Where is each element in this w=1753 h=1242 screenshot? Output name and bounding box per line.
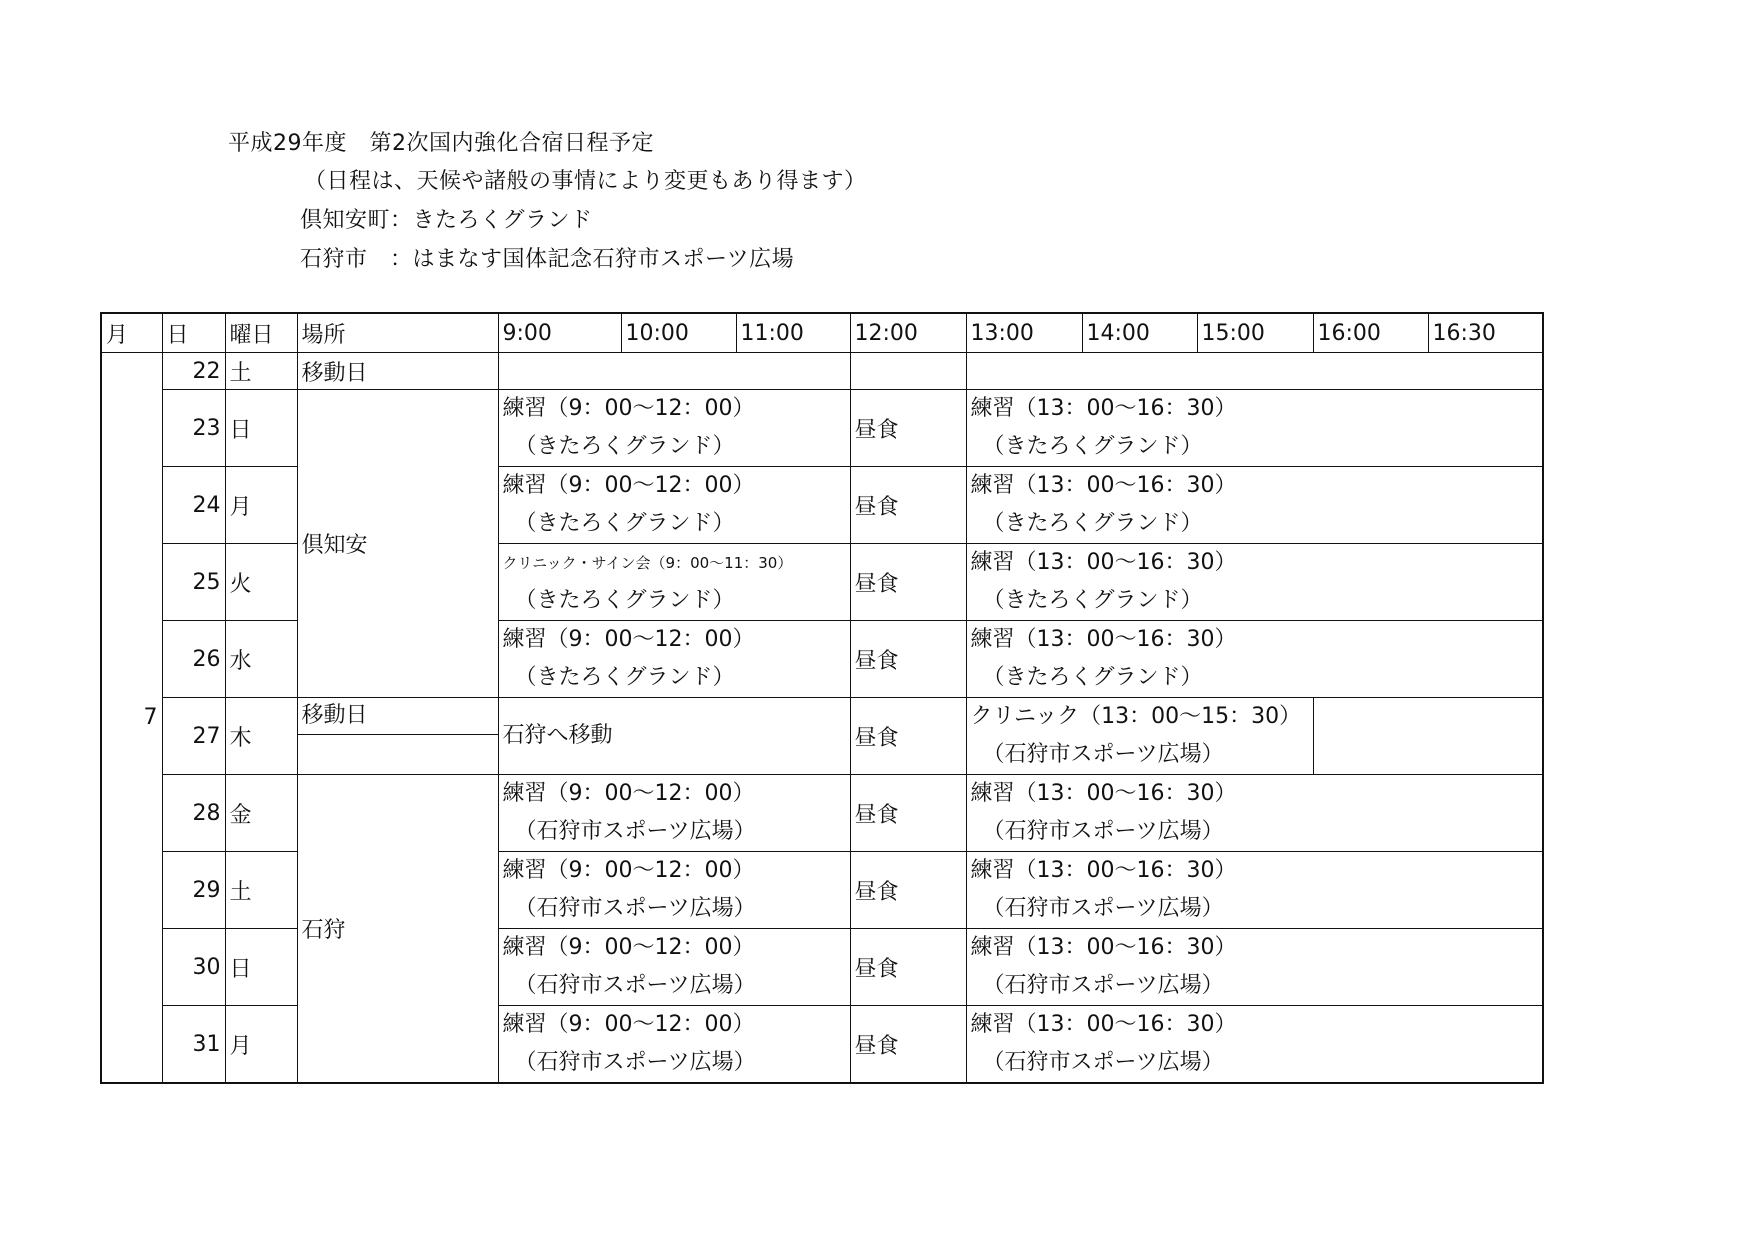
- morning-location: （石狩市スポーツ広場）: [514, 973, 756, 998]
- afternoon-activity: 練習（13：00～16：30）: [970, 627, 1237, 652]
- afternoon-cell: [966, 929, 1543, 1006]
- col-header: 12:00: [850, 313, 966, 353]
- col-header: 曜日: [225, 313, 297, 353]
- afternoon-activity: 練習（13：00～16：30）: [970, 781, 1237, 806]
- morning-location: （きたろくグランド）: [514, 434, 735, 459]
- noon-cell: 昼食: [850, 621, 966, 698]
- table-row: [101, 698, 1543, 775]
- afternoon-cell: [966, 467, 1543, 544]
- day-cell: 31: [162, 1006, 225, 1084]
- col-header: 11:00: [736, 313, 850, 353]
- afternoon-cell: [966, 353, 1543, 390]
- day-cell: 27: [162, 698, 225, 775]
- col-header: 15:00: [1197, 313, 1313, 353]
- place-cell: [297, 698, 498, 775]
- morning-cell: [498, 698, 850, 775]
- col-header: 14:00: [1082, 313, 1197, 353]
- col-header: 16:30: [1428, 313, 1543, 353]
- weekday-cell: 火: [225, 544, 297, 621]
- morning-activity: 練習（9：00～12：00）: [502, 627, 755, 652]
- morning-activity: 石狩へ移動: [502, 723, 613, 748]
- afternoon-cell: [966, 390, 1543, 467]
- afternoon-cell: [966, 852, 1543, 929]
- morning-activity: 練習（9：00～12：00）: [502, 858, 755, 883]
- afternoon-activity: 練習（13：00～16：30）: [970, 1012, 1237, 1037]
- afternoon-location: （石狩市スポーツ広場）: [982, 973, 1224, 998]
- morning-location: （きたろくグランド）: [514, 588, 735, 613]
- morning-cell: [498, 1006, 850, 1084]
- afternoon-activity: 練習（13：00～16：30）: [970, 858, 1237, 883]
- document-subtitle: （日程は、天候や諸般の事情により変更もあり得ます）: [304, 169, 867, 194]
- afternoon-cell: [966, 1006, 1543, 1084]
- weekday-cell: 日: [225, 929, 297, 1006]
- morning-activity: 練習（9：00～12：00）: [502, 396, 755, 421]
- col-header: 16:00: [1313, 313, 1428, 353]
- month-cell: 7: [101, 353, 162, 1084]
- venue-kutchan: 倶知安町：きたろくグランド: [300, 208, 593, 233]
- day-cell: 26: [162, 621, 225, 698]
- col-header: 13:00: [966, 313, 1082, 353]
- header-row: [101, 313, 1543, 353]
- morning-activity: クリニック・サイン会（9：00～11：30）: [502, 554, 793, 572]
- day-cell: 29: [162, 852, 225, 929]
- afternoon-activity: 練習（13：00～16：30）: [970, 396, 1237, 421]
- place-cell: 移動日: [297, 353, 498, 390]
- afternoon-location: （きたろくグランド）: [982, 511, 1203, 536]
- venue-ishikari: 石狩市 ：はまなす国体記念石狩市スポーツ広場: [300, 247, 795, 272]
- noon-cell: 昼食: [850, 390, 966, 467]
- weekday-cell: 金: [225, 775, 297, 852]
- afternoon-activity: 練習（13：00～16：30）: [970, 935, 1237, 960]
- day-cell: 24: [162, 467, 225, 544]
- day-cell: 22: [162, 353, 225, 390]
- table-row: [101, 353, 1543, 390]
- morning-cell: [498, 852, 850, 929]
- morning-cell: [498, 390, 850, 467]
- morning-location: （石狩市スポーツ広場）: [514, 896, 756, 921]
- morning-cell: [498, 353, 850, 390]
- afternoon-cell: [966, 698, 1313, 775]
- morning-activity: 練習（9：00～12：00）: [502, 473, 755, 498]
- col-header: 月: [101, 313, 162, 353]
- table-row: [101, 390, 1543, 467]
- schedule-table: [100, 312, 1544, 1084]
- noon-cell: 昼食: [850, 467, 966, 544]
- morning-cell: [498, 467, 850, 544]
- afternoon-location: （石狩市スポーツ広場）: [982, 819, 1224, 844]
- noon-cell: 昼食: [850, 698, 966, 775]
- afternoon-activity: クリニック（13：00～15：30）: [970, 704, 1302, 729]
- noon-cell: 昼食: [850, 852, 966, 929]
- noon-cell: 昼食: [850, 929, 966, 1006]
- noon-cell: 昼食: [850, 1006, 966, 1084]
- table-row: [101, 775, 1543, 852]
- document-title: 平成29年度 第2次国内強化合宿日程予定: [228, 131, 654, 156]
- col-header: 9:00: [498, 313, 621, 353]
- morning-cell: [498, 929, 850, 1006]
- place-cell: 倶知安: [297, 390, 498, 698]
- afternoon-location: （石狩市スポーツ広場）: [982, 896, 1224, 921]
- afternoon-location: （きたろくグランド）: [982, 588, 1203, 613]
- noon-cell: [850, 353, 966, 390]
- afternoon-location: （石狩市スポーツ広場）: [982, 742, 1224, 767]
- afternoon-location: （石狩市スポーツ広場）: [982, 1050, 1224, 1075]
- place-move-label: 移動日: [298, 698, 498, 735]
- weekday-cell: 月: [225, 1006, 297, 1084]
- afternoon-activity: 練習（13：00～16：30）: [970, 473, 1237, 498]
- morning-location: （きたろくグランド）: [514, 511, 735, 536]
- noon-cell: 昼食: [850, 544, 966, 621]
- morning-cell: [498, 621, 850, 698]
- afternoon-cell: [966, 544, 1543, 621]
- afternoon-cell: [966, 775, 1543, 852]
- afternoon-activity: 練習（13：00～16：30）: [970, 550, 1237, 575]
- afternoon-location: （きたろくグランド）: [982, 665, 1203, 690]
- weekday-cell: 日: [225, 390, 297, 467]
- col-header: 場所: [297, 313, 498, 353]
- weekday-cell: 木: [225, 698, 297, 775]
- day-cell: 30: [162, 929, 225, 1006]
- day-cell: 25: [162, 544, 225, 621]
- afternoon-cell: [966, 621, 1543, 698]
- weekday-cell: 土: [225, 852, 297, 929]
- morning-activity: 練習（9：00～12：00）: [502, 781, 755, 806]
- morning-cell: [498, 544, 850, 621]
- col-header: 10:00: [621, 313, 736, 353]
- weekday-cell: 水: [225, 621, 297, 698]
- place-cell: 石狩: [297, 775, 498, 1084]
- day-cell: 23: [162, 390, 225, 467]
- afternoon-empty-cell: [1313, 698, 1543, 775]
- weekday-cell: 土: [225, 353, 297, 390]
- morning-location: （石狩市スポーツ広場）: [514, 1050, 756, 1075]
- morning-activity: 練習（9：00～12：00）: [502, 1012, 755, 1037]
- weekday-cell: 月: [225, 467, 297, 544]
- col-header: 日: [162, 313, 225, 353]
- morning-activity: 練習（9：00～12：00）: [502, 935, 755, 960]
- day-cell: 28: [162, 775, 225, 852]
- morning-location: （きたろくグランド）: [514, 665, 735, 690]
- morning-location: （石狩市スポーツ広場）: [514, 819, 756, 844]
- afternoon-location: （きたろくグランド）: [982, 434, 1203, 459]
- morning-cell: [498, 775, 850, 852]
- noon-cell: 昼食: [850, 775, 966, 852]
